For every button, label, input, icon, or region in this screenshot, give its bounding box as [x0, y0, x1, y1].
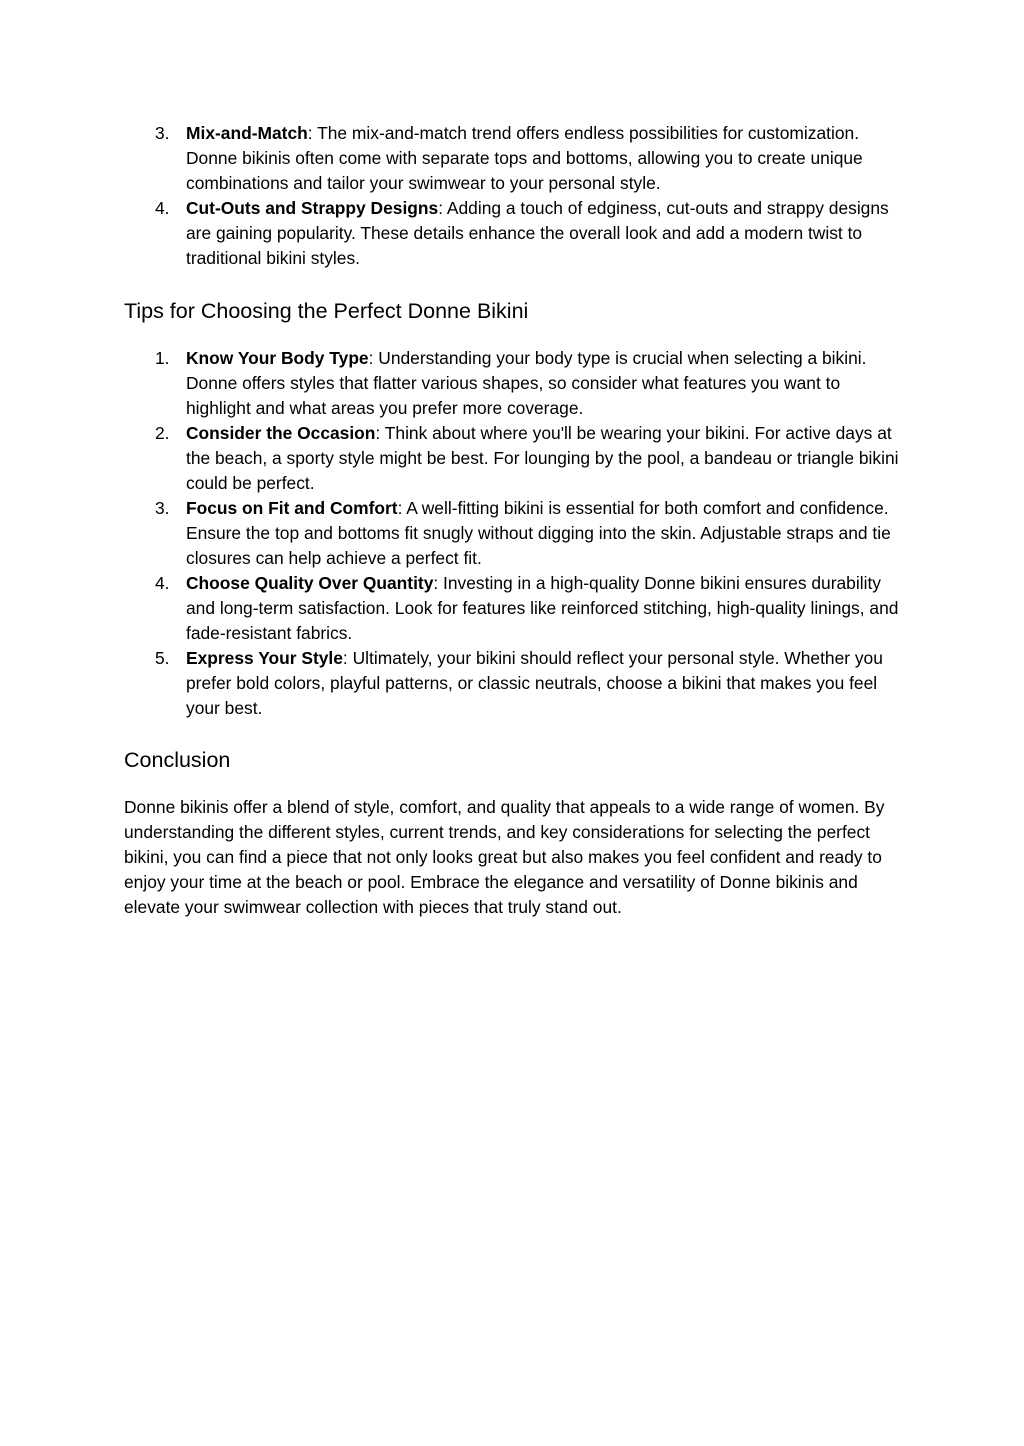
- list-item-number: 3.: [155, 123, 170, 143]
- list-item-term: Mix-and-Match: [186, 123, 308, 143]
- conclusion-paragraph: Donne bikinis offer a blend of style, comfort, and quality that appeals to a wide range of women. By understanding the different styles, current trends, and key considerations for selecting the perfect bikini, you can find a piece that not only looks great but also makes you feel confident and ready to enjoy your time at the beach or pool. Embrace the elegance and versatility of Donne bikinis and elevate your swimwear collection with pieces that truly stand out.: [124, 797, 885, 917]
- list-item-number: 3.: [155, 498, 170, 518]
- conclusion-heading: Conclusion: [124, 748, 231, 772]
- list-item-term: Focus on Fit and Comfort: [186, 498, 398, 518]
- list-item: [124, 196, 904, 271]
- list-item-text: : The mix-and-match trend offers endless possibilities for customization. Donne bikinis often come with separate tops and bottoms, allowing you to create unique combinations and tailor your swimwear to your personal style.: [186, 123, 863, 193]
- list-item: [124, 571, 904, 646]
- list-item-number: 2.: [155, 423, 170, 443]
- list-item: [124, 121, 904, 196]
- list-item-number: 4.: [155, 198, 170, 218]
- list-item: [124, 496, 904, 571]
- list-item-text: : A well-fitting bikini is essential for both comfort and confidence. Ensure the top and bottoms fit snugly without digging into the skin. Adjustable straps and tie closures can help achieve a perfect fit.: [186, 498, 891, 568]
- list-item: [124, 346, 904, 421]
- list-item-term: Consider the Occasion: [186, 423, 376, 443]
- tips-heading: Tips for Choosing the Perfect Donne Bikini: [124, 299, 529, 323]
- tips-list: [124, 346, 904, 721]
- list-item-text: : Think about where you'll be wearing your bikini. For active days at the beach, a sporty style might be best. For lounging by the pool, a bandeau or triangle bikini could be perfect.: [186, 423, 899, 493]
- list-item-term: Cut-Outs and Strappy Designs: [186, 198, 439, 218]
- list-item-number: 4.: [155, 573, 170, 593]
- list-item: [124, 646, 904, 721]
- list-item-term: Choose Quality Over Quantity: [186, 573, 434, 593]
- list-item-text: : Understanding your body type is crucial when selecting a bikini. Donne offers styles that flatter various shapes, so consider what features you want to highlight and what areas you prefer more coverage.: [186, 348, 867, 418]
- conclusion-body: [124, 795, 904, 920]
- list-item-term: Express Your Style: [186, 648, 343, 668]
- list-item-number: 1.: [155, 348, 170, 368]
- list-item: [124, 421, 904, 496]
- list-item-term: Know Your Body Type: [186, 348, 369, 368]
- list-item-number: 5.: [155, 648, 170, 668]
- conclusion-heading-block: [124, 747, 904, 773]
- trends-list-continued: [124, 121, 904, 271]
- list-item-text: : Adding a touch of edginess, cut-outs and strappy designs are gaining popularity. These details enhance the overall look and add a modern twist to traditional bikini styles.: [186, 198, 889, 268]
- list-item-text: : Ultimately, your bikini should reflect your personal style. Whether you prefer bold colors, playful patterns, or classic neutrals, choose a bikini that makes you feel your best.: [186, 648, 883, 718]
- list-item-text: : Investing in a high-quality Donne bikini ensures durability and long-term satisfaction. Look for features like reinforced stitching, high-quality linings, and fade-resistant fabrics.: [186, 573, 899, 643]
- tips-heading-block: [124, 298, 904, 324]
